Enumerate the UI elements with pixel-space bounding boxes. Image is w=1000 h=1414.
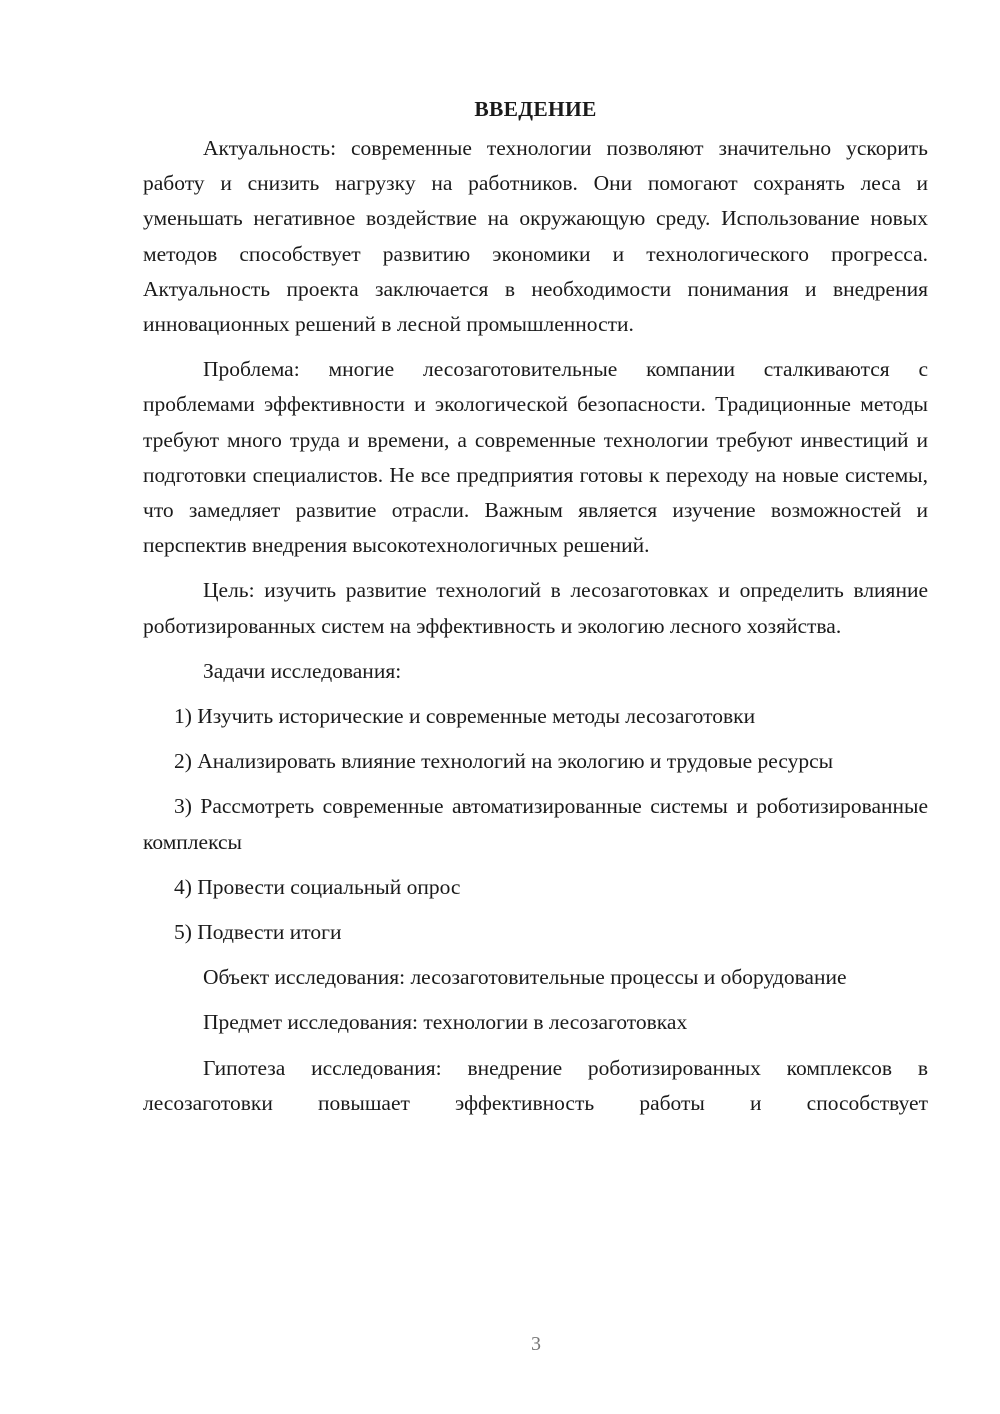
paragraph-problem: Проблема: многие лесозаготовительные компании сталкиваются с проблемами эффективности и экологической безопасности. Традиционные методы требуют много труда и времени, а современные технологии требуют инвестиций и подготовки специалистов. Не все предприятия готовы к переходу на новые системы, что замедляет развитие отрасли. Важным является изучение возможностей и перспектив внедрения высокотехнологичных решений. xyxy=(143,357,928,558)
paragraph-goal: Цель: изучить развитие технологий в лесозаготовках и определить влияние роботизированных систем на эффективность и экологию лесного хозяйства. xyxy=(143,578,928,638)
document-page xyxy=(143,92,928,1121)
task-item-1: 1) Изучить исторические и современные методы лесозаготовки xyxy=(174,704,756,729)
paragraph-hypothesis: Гипотеза исследования: внедрение роботизированных комплексов в лесозаготовки повышает эффективность работы и способствует xyxy=(143,1055,928,1115)
paragraph-relevance: Актуальность: современные технологии позволяют значительно ускорить работу и снизить нагрузку на работников. Они помогают сохранять леса и уменьшать негативное воздействие на окружающую среду. Использование новых методов способствует развитию экономики и технологического прогресса. Актуальность проекта заключается в необходимости понимания и внедрения инновационных решений в лесной промышленности. xyxy=(143,136,928,337)
task-item-4: 4) Провести социальный опрос xyxy=(174,874,461,899)
paragraph-object: Объект исследования: лесозаготовительные процессы и оборудование xyxy=(203,965,847,990)
page-number: 3 xyxy=(531,1333,541,1355)
paragraph-subject: Предмет исследования: технологии в лесозаготовках xyxy=(203,1010,688,1035)
page-title: ВВЕДЕНИЕ xyxy=(474,97,597,121)
task-item-5: 5) Подвести итоги xyxy=(174,920,342,945)
task-item-2: 2) Анализировать влияние технологий на экологию и трудовые ресурсы xyxy=(174,749,834,774)
tasks-heading: Задачи исследования: xyxy=(203,658,402,683)
task-item-3: 3) Рассмотреть современные автоматизированные системы и роботизированные комплексы xyxy=(143,794,928,854)
